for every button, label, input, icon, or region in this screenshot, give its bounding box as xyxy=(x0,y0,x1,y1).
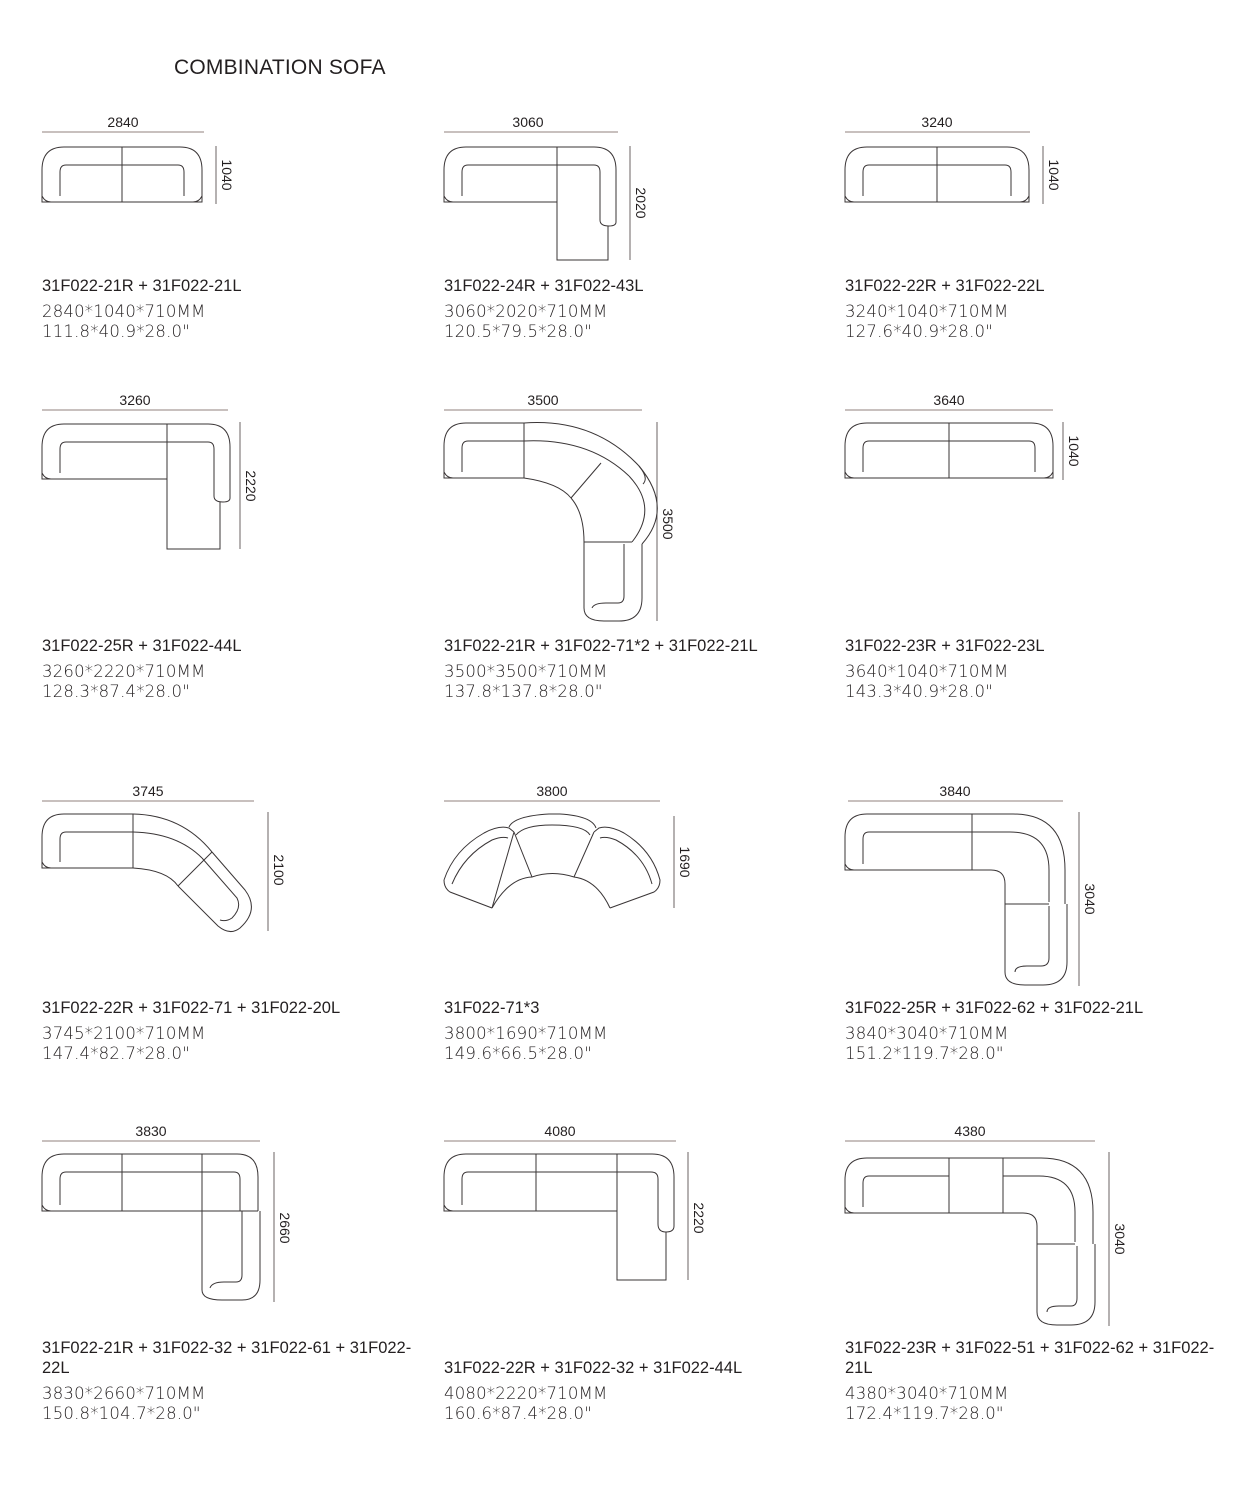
model-code: 31F022-22R + 31F022-71 + 31F022-20L xyxy=(42,999,341,1017)
size-mm: 2840*1040*710MM xyxy=(42,302,206,321)
model-code: 31F022-21R + 31F022-32 + 31F022-61 + 31F022-22L xyxy=(42,1339,412,1377)
size-mm: 3745*2100*710MM xyxy=(42,1024,206,1043)
sofa-outline xyxy=(845,1158,1095,1325)
width-dimension-label: 3240 xyxy=(921,114,953,130)
size-inch: 149.6*66.5*28.0" xyxy=(444,1044,593,1063)
sofa-card xyxy=(42,780,422,1070)
size-inch: 151.2*119.7*28.0" xyxy=(845,1044,1004,1063)
sofa-card xyxy=(845,780,1225,1070)
depth-dimension-label: 2660 xyxy=(277,1212,293,1244)
size-inch: 172.4*119.7*28.0" xyxy=(845,1404,1004,1423)
size-inch: 111.8*40.9*28.0" xyxy=(42,322,191,341)
size-mm: 4380*3040*710MM xyxy=(845,1384,1009,1403)
width-dimension-label: 3500 xyxy=(527,392,559,408)
depth-dimension-label: 2100 xyxy=(271,854,287,886)
sofa-outline xyxy=(444,1154,674,1280)
size-inch: 143.3*40.9*28.0" xyxy=(845,682,994,701)
size-inch: 128.3*87.4*28.0" xyxy=(42,682,191,701)
model-code: 31F022-25R + 31F022-62 + 31F022-21L xyxy=(845,999,1144,1017)
sofa-outline xyxy=(845,814,1067,985)
model-code: 31F022-24R + 31F022-43L xyxy=(444,277,644,295)
size-mm: 3640*1040*710MM xyxy=(845,662,1009,681)
size-mm: 4080*2220*710MM xyxy=(444,1384,608,1403)
sofa-outline xyxy=(444,423,657,621)
width-dimension-label: 4080 xyxy=(544,1123,576,1139)
sofa-card xyxy=(845,1120,1225,1440)
model-code: 31F022-22R + 31F022-32 + 31F022-44L xyxy=(444,1359,743,1377)
page-title: COMBINATION SOFA xyxy=(174,56,386,79)
width-dimension-label: 3840 xyxy=(939,783,971,799)
sofa-card xyxy=(444,1120,824,1440)
width-dimension-label: 4380 xyxy=(954,1123,986,1139)
size-inch: 160.6*87.4*28.0" xyxy=(444,1404,593,1423)
size-mm: 3830*2660*710MM xyxy=(42,1384,206,1403)
depth-dimension-label: 2020 xyxy=(633,187,649,219)
sofa-outline xyxy=(42,424,230,549)
width-dimension-label: 3745 xyxy=(132,783,164,799)
sofa-outline xyxy=(42,1154,260,1300)
sofa-card xyxy=(42,1120,422,1440)
model-code: 31F022-25R + 31F022-44L xyxy=(42,637,242,655)
sofa-outline xyxy=(845,423,1053,478)
size-mm: 3260*2220*710MM xyxy=(42,662,206,681)
width-dimension-label: 2840 xyxy=(107,114,139,130)
size-mm: 3240*1040*710MM xyxy=(845,302,1009,321)
depth-dimension-label: 1040 xyxy=(1066,435,1082,467)
sofa-card xyxy=(42,388,422,708)
depth-dimension-label: 2220 xyxy=(243,470,259,502)
width-dimension-label: 3260 xyxy=(119,392,151,408)
sofa-outline xyxy=(42,147,202,202)
width-dimension-label: 3830 xyxy=(135,1123,167,1139)
size-mm: 3060*2020*710MM xyxy=(444,302,608,321)
sofa-card xyxy=(444,780,824,1070)
sofa-outline xyxy=(42,814,251,932)
model-code: 31F022-21R + 31F022-21L xyxy=(42,277,242,295)
sofa-card xyxy=(444,388,824,708)
size-inch: 147.4*82.7*28.0" xyxy=(42,1044,191,1063)
width-dimension-label: 3800 xyxy=(536,783,568,799)
sofa-card xyxy=(444,110,824,350)
depth-dimension-label: 1690 xyxy=(677,846,693,878)
size-inch: 120.5*79.5*28.0" xyxy=(444,322,593,341)
size-inch: 127.6*40.9*28.0" xyxy=(845,322,994,341)
sofa-outline xyxy=(845,147,1029,202)
width-dimension-label: 3060 xyxy=(512,114,544,130)
depth-dimension-label: 3040 xyxy=(1082,883,1098,915)
depth-dimension-label: 1040 xyxy=(219,159,235,191)
model-code: 31F022-21R + 31F022-71*2 + 31F022-21L xyxy=(444,637,758,655)
model-code: 31F022-23R + 31F022-23L xyxy=(845,637,1045,655)
size-mm: 3500*3500*710MM xyxy=(444,662,608,681)
sofa-outline xyxy=(444,814,660,908)
size-mm: 3800*1690*710MM xyxy=(444,1024,608,1043)
model-code: 31F022-23R + 31F022-51 + 31F022-62 + 31F022-21L xyxy=(845,1339,1215,1377)
width-dimension-label: 3640 xyxy=(933,392,965,408)
sofa-card xyxy=(42,110,422,350)
size-inch: 137.8*137.8*28.0" xyxy=(444,682,603,701)
depth-dimension-label: 3500 xyxy=(660,508,676,540)
size-mm: 3840*3040*710MM xyxy=(845,1024,1009,1043)
depth-dimension-label: 3040 xyxy=(1112,1223,1128,1255)
sofa-card xyxy=(845,110,1225,350)
model-code: 31F022-22R + 31F022-22L xyxy=(845,277,1045,295)
sofa-outline xyxy=(444,147,616,260)
size-inch: 150.8*104.7*28.0" xyxy=(42,1404,201,1423)
sofa-card xyxy=(845,388,1225,708)
depth-dimension-label: 1040 xyxy=(1046,159,1062,191)
depth-dimension-label: 2220 xyxy=(691,1202,707,1234)
model-code: 31F022-71*3 xyxy=(444,999,540,1017)
